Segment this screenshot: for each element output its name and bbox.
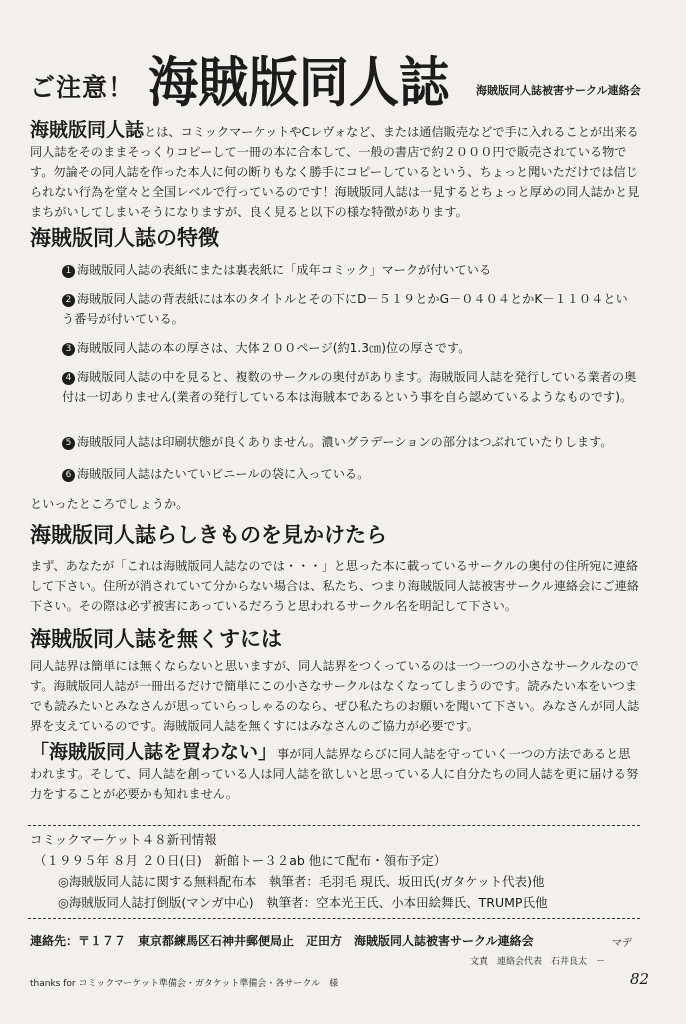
info-book-1: ◎海賊版同人誌に関する無料配布本 執筆者：毛羽毛 現氏、坂田氏(ガタケット代表)他 (58, 874, 545, 889)
info-book-2: ◎海賊版同人誌打倒版(マンガ中心) 執筆者：空本光王氏、小本田絵舞氏、TRUMP氏他 (58, 895, 548, 910)
feature-item: 3 海賊版同人誌の本の厚さは、大体２００ページ(約1.3㎝)位の厚さです。 (62, 338, 637, 358)
header (30, 40, 670, 114)
features-closing: といったところでしょうか。 (30, 497, 189, 511)
feature-item: 5 海賊版同人誌は印刷状態が良くありません。濃いグラデーションの部分はつぶれていたりします。 (62, 432, 637, 452)
intro-text: とは、コミックマーケットやCレヴォなど、または通信販売などで手に入れることが出来る同人誌をそのままそっくりコピーして一冊の本に合本して、一般の書店で約２０００円で販売されている物です。勿論その同人誌を作った本人に何の断りもなく勝手にコピーしているという、ちょっと聞いただけでは信じられない行為を堂々と全国レベルで行っているのです！海賊版同人誌は一見するとちょっと厚めの同人誌かと見まちがいしてしまいそうになりますが、良く見ると以下の様な特徴があります。 (30, 125, 640, 219)
contact-address: 連絡先：〒１７７ 東京都練馬区石神井郵便局止 疋田方 海賊版同人誌被害サークル連絡会 (30, 934, 534, 948)
dontbuy-paragraph (30, 742, 640, 804)
eliminate-heading: 海賊版同人誌を無くすには (30, 627, 282, 651)
page-number: 82 (630, 970, 650, 988)
thanks-note: thanks for コミックマーケット準備会・ガタケット準備会・各サークル 様 (30, 979, 339, 989)
responsibility: 文責 連絡会代表 石井良太 － (470, 957, 606, 967)
eliminate-paragraph: 同人誌界は簡単には無くならないと思いますが、同人誌界をつくっているのは一つ一つの小さなサークルなのです。海賊版同人誌が一冊出るだけで簡単にこの小さなサークルはなくなってしまうのです。読みたい本をいつまでも読みたいとみなさんが思っていらっしゃるのなら、ぜひ私たちのお願いを聞いて下さい。みなさんが同人誌界を支えているのです。海賊版同人誌を無くすにはみなさんのご協力が必要です。 (30, 659, 640, 733)
info-date: （１９９５年 ８月 ２０日(日) 新館トー３２ab 他にて配布・領布予定） (34, 853, 447, 868)
dontbuy-text: 事が同人誌界ならびに同人誌を守っていく一つの方法であると思われます。そして、同人誌を創っている人は同人誌を欲しいと思っている人に自分たちの同人誌を更に届ける努力をすることが必要かも知れません。 (30, 747, 639, 801)
dontbuy-lead: 「海賊版同人誌を買わない」 (30, 741, 278, 763)
contact-side: マデ (612, 938, 632, 949)
feature-item: 4 海賊版同人誌の中を見ると、複数のサークルの奥付があります。海賊版同人誌を発行している業者の奥付は一切ありません(業者の発行している本は海賊本であるという事を自ら認めているようなものです)。 (62, 370, 637, 404)
features-heading: 海賊版同人誌の特徴 (30, 226, 219, 250)
feature-item: 6 海賊版同人誌はたいていビニールの袋に入っている。 (62, 464, 637, 484)
divider (28, 918, 640, 919)
info-title: コミックマーケット４８新刊情報 (30, 832, 217, 847)
feature-item: 2 海賊版同人誌の背表紙には本のタイトルとその下にD－５１９とかG－０４０４とかK－１１０４という番号が付いている。 (62, 292, 628, 326)
intro-paragraph (30, 120, 640, 222)
caution-label: ご注意！ (30, 73, 135, 102)
divider (28, 825, 640, 826)
found-heading: 海賊版同人誌らしきものを見かけたら (30, 523, 387, 547)
feature-item: 1 海賊版同人誌の表紙にまたは裏表紙に「成年コミック」マークが付いている (62, 260, 637, 280)
found-paragraph: まず、あなたが「これは海賊版同人誌なのでは・・・」と思った本に載っているサークルの奥付の住所宛に連絡して下さい。住所が消されていて分からない場合は、私たち、つまり海賊版同人誌被害サークル連絡会にご連絡下さい。その際は必ず被害にあっているだろうと思われるサークル名を明記して下さい。 (30, 559, 640, 613)
intro-lead: 海賊版同人誌 (30, 119, 145, 141)
org-name: 海賊版同人誌被害サークル連絡会 (476, 84, 641, 97)
page-title: 海賊版同人誌 (148, 51, 450, 114)
